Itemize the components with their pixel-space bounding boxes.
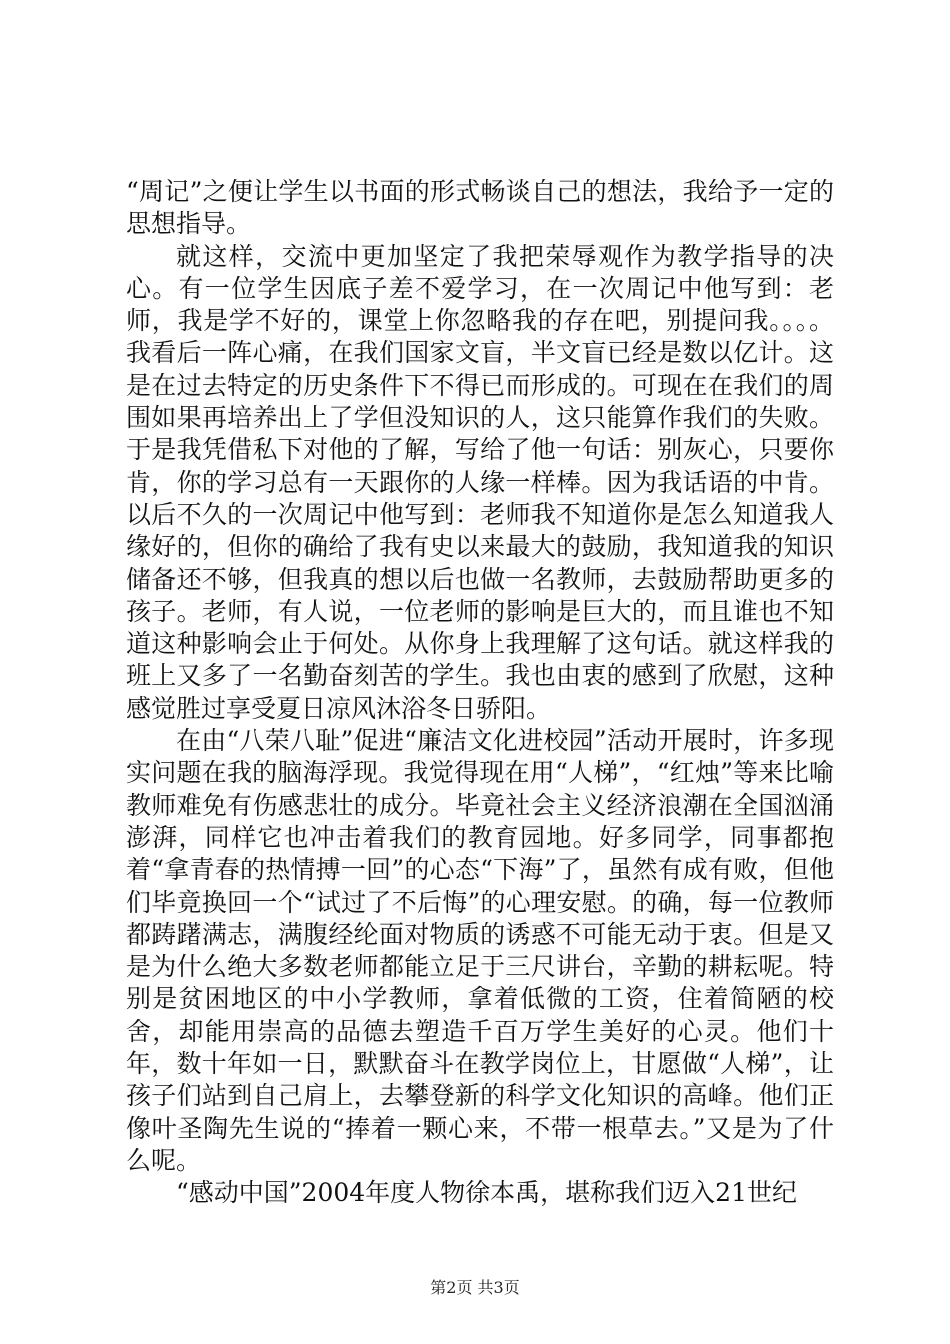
body-text [126, 176, 834, 1210]
paragraph-3: 在由“八荣八耻”促进“廉洁文化进校园”活动开展时，许多现实问题在我的脑海浮现。我觉得现在用“人梯”，“红烛”等来比喻教师难免有伤感悲壮的成分。毕竟社会主义经济浪潮在全国汹涌澎湃，同样它也冲击着我们的教育园地。好多同学，同事都抱着“拿青春的热情搏一回”的心态“下海”了，虽然有成有败，但他们毕竟换回一个“试过了不后悔”的心理安慰。的确，每一位教师都踌躇满志，满腹经纶面对物质的诱惑不可能无动于衷。但是又是为什么绝大多数老师都能立足于三尺讲台，辛勤的耕耘呢。特别是贫困地区的中小学教师，拿着低微的工资，住着简陋的校舍，却能用崇高的品德去塑造千百万学生美好的心灵。他们十年，数十年如一日，默默奋斗在教学岗位上，甘愿做“人梯”，让孩子们站到自己肩上，去攀登新的科学文化知识的高峰。他们正像叶圣陶先生说的“捧着一颗心来，不带一根草去。”又是为了什么呢。 [126, 726, 834, 1175]
paragraph-4: “感动中国”2004年度人物徐本禹，堪称我们迈入21世纪 [176, 1178, 797, 1208]
paragraph-2: 就这样，交流中更加坚定了我把荣辱观作为教学指导的决心。有一位学生因底子差不爱学习，在一次周记中他写到：老师，我是学不好的，课堂上你忽略我的存在吧，别提问我。。。。我看后一阵心痛，在我们国家文盲，半文盲已经是数以亿计。这是在过去特定的历史条件下不得已而形成的。可现在在我们的周围如果再培养出上了学但没知识的人，这只能算作我们的失败。于是我凭借私下对他的了解，写给了他一句话：别灰心，只要你肯，你的学习总有一天跟你的人缘一样棒。因为我话语的中肯。以后不久的一次周记中他写到：老师我不知道你是怎么知道我人缘好的，但你的确给了我有史以来最大的鼓励，我知道我的知识储备还不够，但我真的想以后也做一名教师，去鼓励帮助更多的孩子。老师，有人说，一位老师的影响是巨大的，而且谁也不知道这种影响会止于何处。从你身上我理解了这句话。就这样我的班上又多了一名勤奋刻苦的学生。我也由衷的感到了欣慰，这种感觉胜过享受夏日凉风沐浴冬日骄阳。 [126, 241, 834, 723]
page-number-footer: 第2页 共3页 [430, 1278, 520, 1297]
paragraph-1: “周记”之便让学生以书面的形式畅谈自己的想法，我给予一定的思想指导。 [126, 177, 834, 239]
